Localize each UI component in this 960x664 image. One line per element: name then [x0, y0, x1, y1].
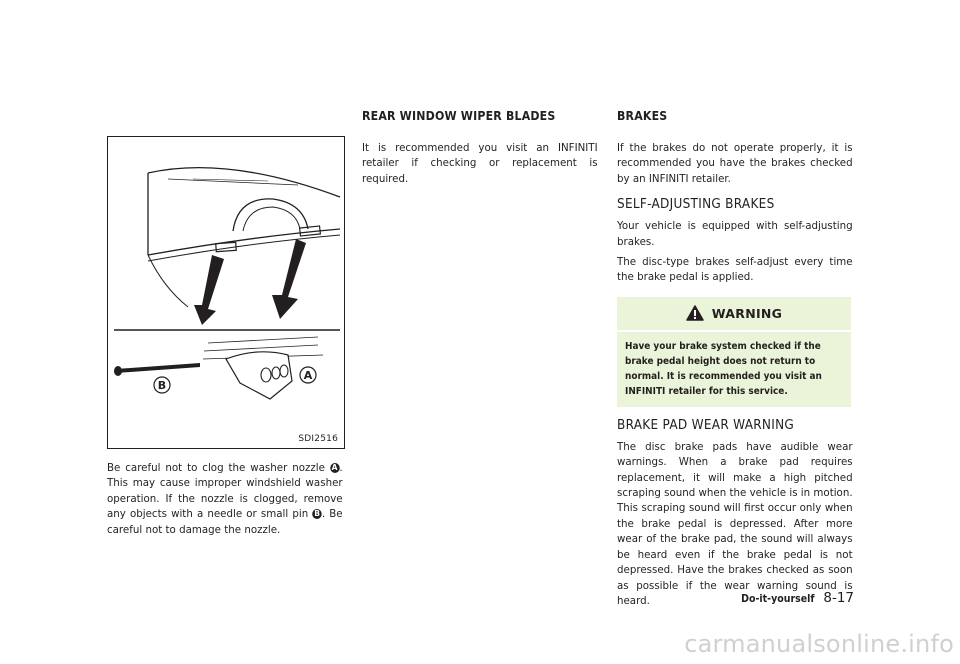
right-column — [617, 108, 853, 608]
warning-title: WARNING — [711, 305, 783, 321]
left-column — [107, 136, 347, 537]
rear-wiper-title: REAR WINDOW WIPER BLADES — [362, 108, 556, 123]
page-number: 8-17 — [823, 590, 854, 606]
warning-text: Have your brake system checked if the brake pedal height does not return to normal. It is recommended you visit an INFINITI retailer for this service. — [625, 340, 822, 397]
nozzle-text-part-2: . This may cause improper windshield washer operation. If the nozzle is clogged, remove any objects with a needle or small pin — [107, 461, 343, 521]
washer-nozzle-text — [107, 460, 343, 537]
figure-label-b: B — [157, 379, 167, 392]
rear-window-illustration — [108, 137, 344, 448]
page-footer — [733, 590, 854, 606]
middle-column — [362, 108, 598, 186]
rear-wiper-text: It is recommended you visit an INFINITI retailer if checking or replacement is required. — [362, 141, 598, 185]
callout-b-icon: B — [314, 509, 321, 519]
pad-wear-text: The disc brake pads have audible wear warnings. When a brake pad requires replacement, it will make a high pitched scraping sound when the vehicle is in motion. This scraping sound will first occur only when the brake pedal is depressed. After more wear of the brake pad, the sound will always be heard even if the brake pedal is not depressed. Have the brakes checked as soon as possible if the wear warning sound is heard. — [617, 439, 853, 607]
self-adjusting-p2: The disc-type brakes self-adjust every time the brake pedal is applied. — [617, 255, 853, 284]
self-adjusting-p1: Your vehicle is equipped with self-adjusting brakes. — [617, 219, 853, 248]
warning-triangle-icon — [686, 305, 704, 321]
nozzle-text-part-1: Be careful not to clog the washer nozzle — [107, 461, 325, 474]
footer-section: Do-it-yourself — [740, 593, 815, 605]
warning-box — [617, 297, 851, 407]
washer-nozzle-figure — [107, 136, 345, 449]
callout-a-icon: A — [331, 463, 338, 472]
brakes-intro: If the brakes do not operate properly, it is recommended you have the brakes checked by an INFINITI retailer. — [617, 141, 853, 185]
figure-code: SDI2516 — [298, 434, 338, 444]
pad-wear-title: BRAKE PAD WEAR WARNING — [617, 417, 795, 433]
warning-body — [617, 332, 851, 407]
figure-label-a: A — [303, 369, 313, 382]
warning-header — [617, 297, 851, 332]
watermark: carmanualsonline.info — [684, 630, 954, 658]
self-adjusting-title: SELF-ADJUSTING BRAKES — [617, 197, 775, 213]
nozzle-text-part-3: . Be careful not to damage the nozzle. — [107, 507, 343, 536]
brakes-title: BRAKES — [617, 108, 668, 123]
